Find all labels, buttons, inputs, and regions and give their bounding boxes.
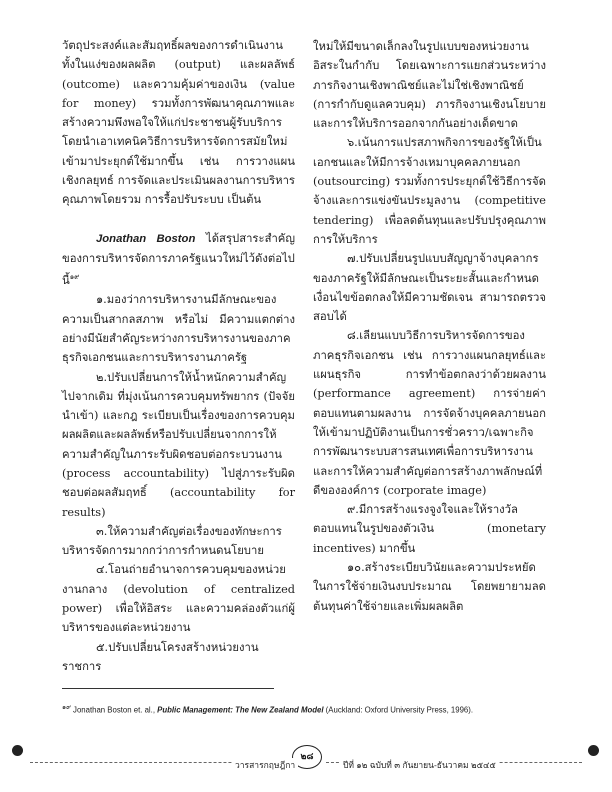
page-number-badge: ๒๘ [292, 745, 322, 769]
paragraph-boston-summary [62, 229, 295, 291]
footnote-marker: ๑๙ [62, 704, 71, 711]
list-item-1: ๑.มองว่าการบริหารงานมีลักษณะของความเป็นสากลสภาพ หรือไม่ มีความแตกต่างอย่างมีนัยสำคัญระหว่างการบริหารงานของภาคธุรกิจเอกชนและการบริหารงานภาครัฐ [62, 293, 295, 365]
author-name: Jonathan Boston [96, 232, 196, 245]
footnote-divider [62, 688, 274, 689]
list-item-4: ๔.โอนถ่ายอำนาจการควบคุมของหน่วยงานกลาง (devolution of centralized power) เพื่อให้อิสระ และความคล่องตัวแก่ผู้บริหารของแต่ละหน่วยงาน [62, 563, 295, 635]
margin-dot-right [588, 745, 599, 756]
list-item-9: ๙.มีการสร้างแรงจูงใจและให้รางวัลตอบแทนในรูปของตัวเงิน (monetary incentives) มากขึ้น [313, 503, 546, 555]
paragraph-text: ได้สรุปสาระสำคัญของการบริหารจัดการภาครัฐแนวใหม่ไว้ดังต่อไปนี้ [62, 231, 295, 288]
margin-dot-left [12, 745, 23, 756]
footer-journal: วารสารกฤษฎีกา [232, 758, 298, 772]
list-item-6: ๖.เน้นการแปรสภาพกิจการของรัฐให้เป็นเอกชนและให้มีการจ้างเหมาบุคคลภายนอก (outsourcing) รวมทั้งการประยุกต์ใช้วิธีการจัดจ้างและการแข่งขันประมูลงาน (competitive tendering) เพื่อลดต้นทุนและปรับปรุงคุณภาพการให้บริการ [313, 136, 546, 246]
footnote: $^{๑๙}$ Jonathan Boston et. al., Public Management: The New Zealand Model (Auckland: Oxford University Press, 1996). [62, 704, 474, 715]
paragraph-continued: ใหม่ให้มีขนาดเล็กลงในรูปแบบของหน่วยงานอิสระในกำกับ โดยเฉพาะการแยกส่วนระหว่างภารกิจงานเชิงพาณิชย์และไม่ใช่เชิงพาณิชย์ (การกำกับดูแลควบคุม) ภารกิจงานเชิงนโยบายและการให้บริการออกจากกันอย่างเด็ดขาด [313, 40, 546, 131]
list-item-5: ๕.ปรับเปลี่ยนโครงสร้างหน่วยงานราชการ [62, 640, 259, 673]
list-item-7: ๗.ปรับเปลี่ยนรูปแบบสัญญาจ้างบุคลากรของภาครัฐให้มีลักษณะเป็นระยะสั้นและกำหนดเงื่อนไขข้อตกลงให้มีความชัดเจน สามารถตรวจสอบได้ [313, 252, 546, 324]
footnote-ref: ๑๙ [69, 273, 80, 282]
list-item-10: ๑๐.สร้างระเบียบวินัยและความประหยัดในการใช้จ่ายเงินงบประมาณ โดยพยายามลดต้นทุนค่าใช้จ่ายและเพิ่มผลผลิต [313, 561, 546, 613]
footer-issue: ปีที่ ๑๒ ฉบับที่ ๓ กันยายน-ธันวาคม ๒๕๔๕ [340, 758, 499, 772]
right-column [313, 37, 546, 616]
left-column [62, 36, 295, 676]
list-item-2: ๒.ปรับเปลี่ยนการให้น้ำหนักความสำคัญไปจากเดิม ที่มุ่งเน้นการควบคุมทรัพยากร (ปัจจัยนำเข้า) และกฎ ระเบียบเป็นเรื่องของการควบคุมผลผลิตและผลลัพธ์หรือปรับเปลี่ยนจากการให้ความสำคัญในภาระรับผิดชอบต่อกระบวนงาน (process accountability) ไปสู่ภาระรับผิดชอบต่อผลสัมฤทธิ์ (accountability for results) [62, 370, 295, 519]
list-item-3: ๓.ให้ความสำคัญต่อเรื่องของทักษะการบริหารจัดการมากกว่าการกำหนดนโยบาย [62, 524, 282, 558]
footnote-title: Public Management: The New Zealand Model [157, 705, 324, 715]
paragraph: วัตถุประสงค์และสัมฤทธิ์ผลของการดำเนินงานทั้งในแง่ของผลผลิต (output) และผลลัพธ์ (outcome) และความคุ้มค่าของเงิน (value for money) รวมทั้งการพัฒนาคุณภาพและสร้างความพึงพอใจให้แก่ประชาชนผู้รับบริการ โดยนำเอาเทคนิควิธีการบริหารจัดการสมัยใหม่เข้ามาประยุกต์ใช้มากขึ้น เช่น การวางแผนเชิงกลยุทธ์ การจัดและประเมินผลงานการบริหารคุณภาพโดยรวม การรื้อปรับระบบ เป็นต้น [62, 39, 295, 207]
list-item-8: ๘.เลียนแบบวิธีการบริหารจัดการของภาคธุรกิจเอกชน เช่น การวางแผนกลยุทธ์และแผนธุรกิจ การทำข้อตกลงว่าด้วยผลงาน (performance agreement) การจ่ายค่าตอบแทนตามผลงาน การจัดจ้างบุคคลภายนอกให้เข้ามาปฏิบัติงานเป็นการชั่วคราว/เฉพาะกิจ การพัฒนาระบบสารสนเทศเพื่อการบริหารงาน และการให้ความสำคัญต่อการสร้างภาพลักษณ์ที่ดีขององค์การ (corporate image) [313, 329, 546, 497]
